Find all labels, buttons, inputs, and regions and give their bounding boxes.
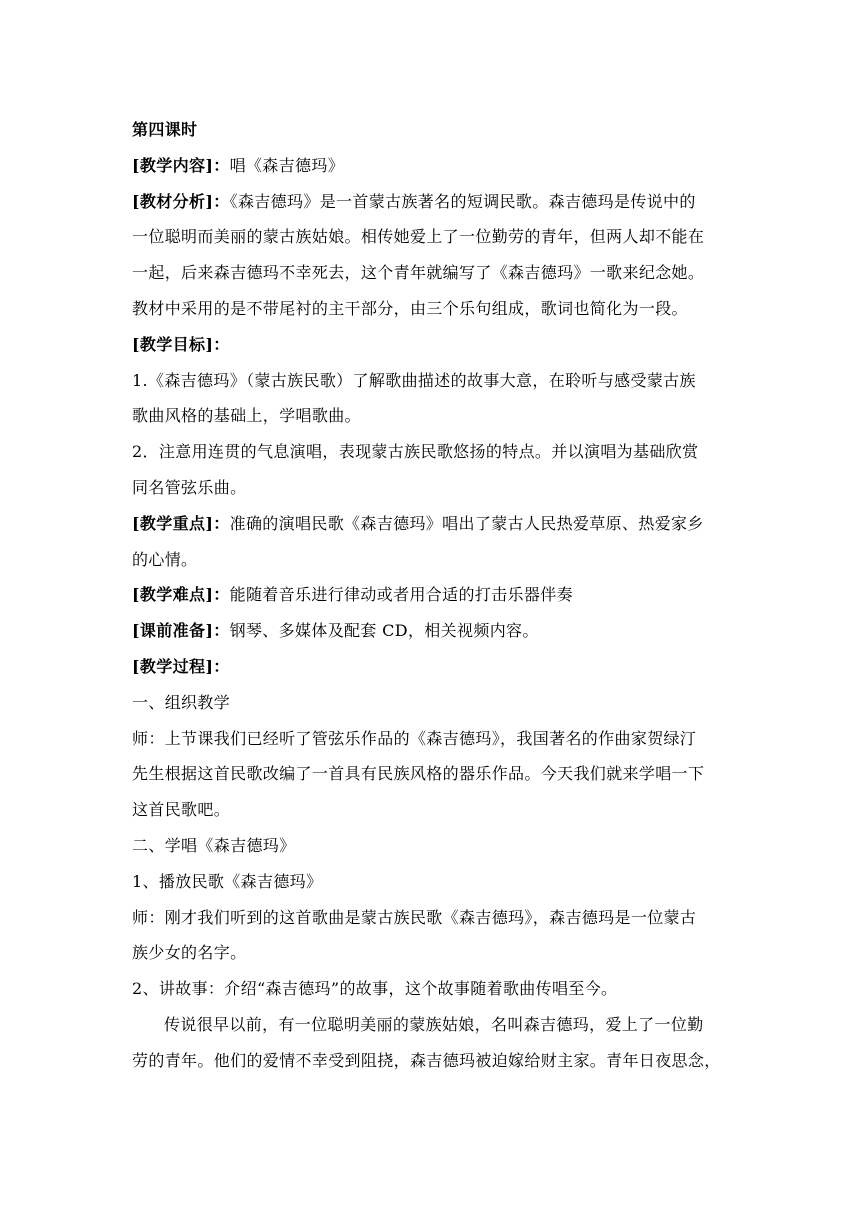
step-1-heading: 1、播放民歌《森吉德玛》 (132, 871, 323, 891)
teacher-explanation-line-2: 族少女的名字。 (132, 943, 247, 963)
teaching-content-label: [教学内容]： (132, 155, 230, 175)
key-points-line-2: 的心情。 (132, 549, 198, 569)
teaching-content-paragraph (132, 148, 732, 184)
teacher-intro-line-3: 这首民歌吧。 (132, 800, 231, 820)
teaching-content-text: 唱《森吉德玛》 (229, 155, 345, 175)
teacher-explanation-line-1: 师：刚才我们听到的这首歌曲是蒙古族民歌《森吉德玛》，森吉德玛是一位蒙古 (132, 907, 697, 927)
story-line-2: 劳的青年。他们的爱情不幸受到阻挠，森吉德玛被迫嫁给财主家。青年日夜思念， (132, 1050, 721, 1070)
goal-2-line-1: 2．注意用连贯的气息演唱，表现蒙古族民歌悠扬的特点。并以演唱为基础欣赏 (132, 442, 699, 462)
teaching-goals-heading: [教学目标]： (132, 334, 230, 354)
difficulties-text: 能随着音乐进行律动或者用合适的打击乐器伴奏 (229, 585, 573, 605)
teacher-intro-line-1: 师：上节课我们已经听了管弦乐作品的《森吉德玛》，我国著名的作曲家贺绿汀 (132, 728, 697, 748)
key-points-text: 准确的演唱民歌《森吉德玛》唱出了蒙古人民热爱草原、热爱家乡 (229, 513, 704, 533)
material-analysis-label: [教材分析]： (132, 191, 230, 211)
material-analysis-line-4: 教材中采用的是不带尾衬的主干部分，由三个乐句组成，歌词也简化为一段。 (132, 298, 688, 318)
step-2-heading: 2、讲故事：介绍“森吉德玛”的故事，这个故事随着歌曲传唱至今。 (132, 979, 618, 999)
preparation-paragraph (132, 613, 732, 649)
lesson-plan-body (132, 112, 732, 1079)
teacher-intro-line-2: 先生根据这首民歌改编了一首具有民族风格的器乐作品。今天我们就来学唱一下 (132, 764, 705, 784)
section-1-heading: 一、组织教学 (132, 692, 231, 712)
key-points-label: [教学重点]： (132, 513, 230, 533)
goal-1-line-2: 歌曲风格的基础上，学唱歌曲。 (132, 406, 361, 426)
material-analysis-text: 《森吉德玛》是一首蒙古族著名的短调民歌。森吉德玛是传说中的 (229, 191, 696, 211)
preparation-text: 钢琴、多媒体及配套 CD，相关视频内容。 (229, 621, 539, 641)
key-points-line-1 (132, 506, 732, 542)
difficulties-label: [教学难点]： (132, 585, 230, 605)
lesson-title: 第四课时 (132, 120, 198, 139)
difficulties-paragraph (132, 577, 732, 613)
material-analysis-line-3: 一起，后来森吉德玛不幸死去，这个青年就编写了《森吉德玛》一歌来纪念她。 (132, 263, 705, 283)
goal-1-line-1: 1.《森吉德玛》（蒙古族民歌）了解歌曲描述的故事大意，在聆听与感受蒙古族 (132, 370, 696, 390)
material-analysis-line-2: 一位聪明而美丽的蒙古族姑娘。相传她爱上了一位勤劳的青年，但两人却不能在 (132, 227, 705, 247)
preparation-label: [课前准备]： (132, 621, 230, 641)
material-analysis-line-1 (132, 184, 732, 220)
story-line-1: 传说很早以前，有一位聪明美丽的蒙族姑娘，名叫森吉德玛，爱上了一位勤 (164, 1014, 704, 1034)
goal-2-line-2: 同名管弦乐曲。 (132, 477, 247, 497)
teaching-process-heading: [教学过程]： (132, 656, 230, 676)
section-2-heading: 二、学唱《森吉德玛》 (132, 835, 296, 855)
